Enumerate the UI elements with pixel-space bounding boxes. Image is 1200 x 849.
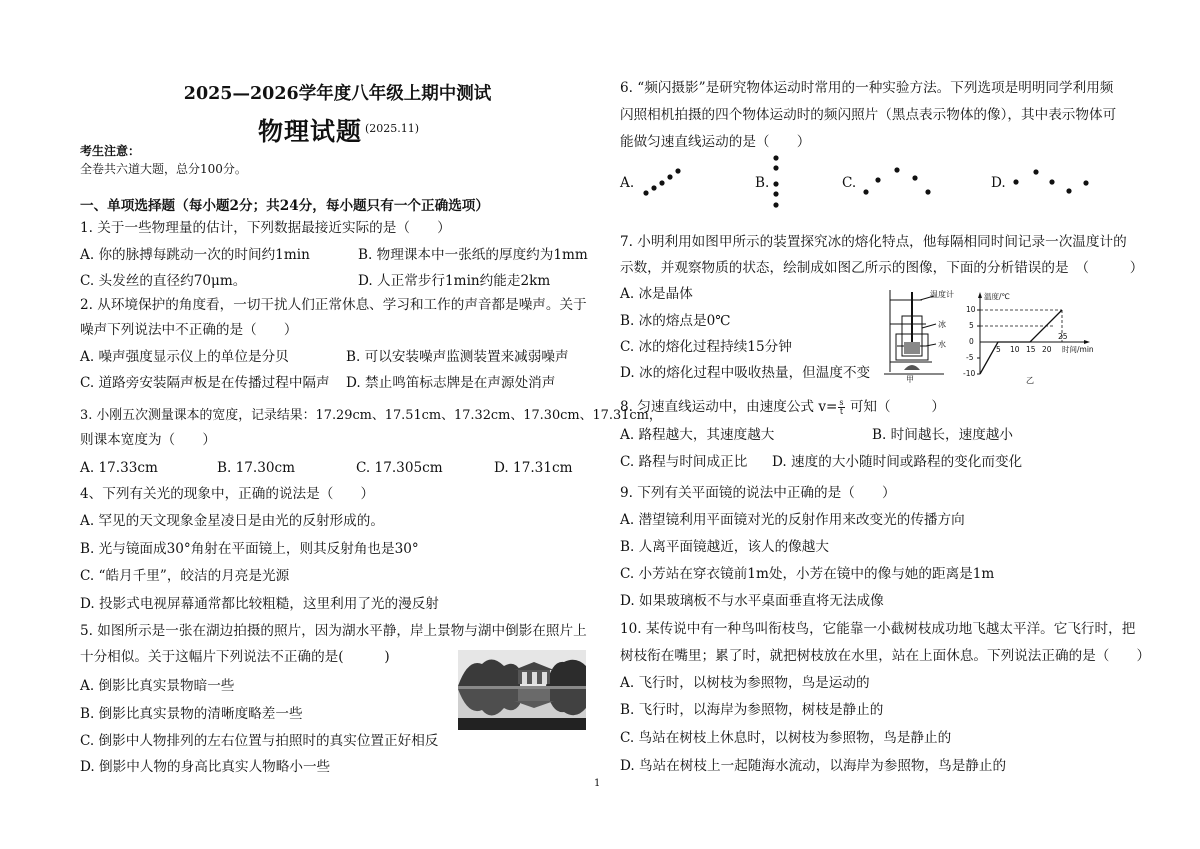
graph-ylabel: 温度/℃ xyxy=(984,292,1010,301)
q6-stem-line1: 6. “频闪摄影”是研究物体运动时常用的一种实验方法。下列选项是明明同学利用频 xyxy=(620,80,1114,96)
q2-option-c: C. 道路旁安装隔声板是在传播过程中隔声 xyxy=(80,375,330,391)
lake-reflection-photo xyxy=(458,650,586,730)
q5-option-b: B. 倒影比真实景物的清晰度略差一些 xyxy=(80,706,303,722)
graph-ytick: 10 xyxy=(966,305,976,314)
velocity-formula-fraction xyxy=(838,399,844,416)
q7-stem-line1: 7. 小明利用如图甲所示的装置探究冰的熔化特点，他每隔相同时间记录一次温度计的 xyxy=(620,234,1127,250)
q6-option-d-label: D. xyxy=(991,175,1006,191)
q10-option-a: A. 飞行时，以树枝为参照物，鸟是运动的 xyxy=(620,675,870,691)
q7-option-b: B. 冰的熔点是0℃ xyxy=(620,313,731,329)
q1-option-d: D. 人正常步行1min约能走2km xyxy=(358,273,551,289)
graph-xtick: 10 xyxy=(1010,345,1020,354)
q6-option-b-label: B. xyxy=(755,175,770,191)
subject-title: 物理试题 xyxy=(258,117,363,146)
q10-stem-line1: 10. 某传说中有一种鸟叫衔枝鸟，它能靠一小截树枝成功地飞越太平洋。它飞行时，把 xyxy=(620,621,1136,637)
ice-melting-apparatus-figure xyxy=(882,286,962,382)
exam-title: 2025—2026学年度八年级上期中测试 xyxy=(183,84,492,104)
q6-stem-line2: 闪照相机拍摄的四个物体运动时的频闪照片（黑点表示物体的像），其中表示物体可 xyxy=(620,107,1117,123)
q4-option-b: B. 光与镜面成30°角射在平面镜上，则其反射角也是30° xyxy=(80,541,419,557)
graph-xtick: 25 xyxy=(1058,332,1068,341)
graph-ytick: 5 xyxy=(969,321,974,330)
q9-stem: 9. 下列有关平面镜的说法中正确的是（ ） xyxy=(620,485,896,501)
q6-option-a-label: A. xyxy=(620,175,635,191)
q3-option-d: D. 17.31cm xyxy=(494,460,573,476)
q10-option-c: C. 鸟站在树枝上休息时，以树枝为参照物，鸟是静止的 xyxy=(620,730,952,746)
q7-option-c: C. 冰的熔化过程持续15分钟 xyxy=(620,339,792,355)
q10-option-b: B. 飞行时，以海岸为参照物，树枝是静止的 xyxy=(620,702,884,718)
fraction-numerator: s xyxy=(839,398,844,407)
q2-option-d: D. 禁止鸣笛标志牌是在声源处消声 xyxy=(346,375,556,391)
q5-option-d: D. 倒影中人物的身高比真实人物略小一些 xyxy=(80,759,331,775)
fig-label-water: 水 xyxy=(938,340,946,349)
exam-date: (2025.11) xyxy=(365,122,420,135)
graph-ytick: -5 xyxy=(966,353,974,362)
q4-option-c: C. “皓月千里”，皎洁的月亮是光源 xyxy=(80,568,290,584)
page-number: 1 xyxy=(594,778,601,789)
fraction-denominator: t xyxy=(839,407,844,416)
q3-stem-line1: 3. 小刚五次测量课本的宽度，记录结果：17.29cm、17.51cm、17.32cm、17.30cm、17.31cm， xyxy=(80,408,662,423)
q5-stem-line1: 5. 如图所示是一张在湖边拍摄的照片，因为湖水平静，岸上景物与湖中倒影在照片上 xyxy=(80,623,587,639)
fig-label-thermometer: 温度计 xyxy=(930,290,954,299)
q9-option-d: D. 如果玻璃板不与水平桌面垂直将无法成像 xyxy=(620,593,884,609)
q8-stem-pre: 8. 匀速直线运动中，由速度公式 v= xyxy=(620,399,838,415)
q6-option-c-label: C. xyxy=(842,175,857,191)
q3-option-c: C. 17.305cm xyxy=(356,460,443,476)
q5-stem-line2: 十分相似。关于这幅片下列说法不正确的是( ) xyxy=(80,649,390,665)
fig-label-yi: 乙 xyxy=(1026,376,1034,385)
q3-option-a: A. 17.33cm xyxy=(80,460,158,476)
q8-option-b: B. 时间越长，速度越小 xyxy=(872,427,1013,443)
graph-xtick: 5 xyxy=(996,345,1001,354)
q8-stem xyxy=(620,398,945,416)
q6-stem-line3: 能做匀速直线运动的是（ ） xyxy=(620,134,811,150)
q5-option-a: A. 倒影比真实景物暗一些 xyxy=(80,678,235,694)
q3-option-b: B. 17.30cm xyxy=(217,460,296,476)
graph-xlabel: 时间/min xyxy=(1062,345,1094,354)
q8-option-d: D. 速度的大小随时间或路程的变化而变化 xyxy=(772,454,1023,470)
temperature-time-graph xyxy=(962,290,1092,380)
q6-option-c-dots xyxy=(860,162,940,198)
q8-option-c: C. 路程与时间成正比 xyxy=(620,454,748,470)
graph-ytick: -10 xyxy=(963,369,976,378)
q2-option-a: A. 噪声强度显示仪上的单位是分贝 xyxy=(80,349,289,365)
q2-stem-line1: 2. 从环境保护的角度看，一切干扰人们正常休息、学习和工作的声音都是噪声。关于 xyxy=(80,297,587,313)
q2-stem-line2: 噪声下列说法中不正确的是（ ） xyxy=(80,322,298,338)
q3-stem-line2: 则课本宽度为（ ） xyxy=(80,432,216,448)
q7-stem-line2: 示数，并观察物质的状态，绘制成如图乙所示的图像，下面的分析错误的是 （ ） xyxy=(620,260,1144,276)
q1-option-b: B. 物理课本中一张纸的厚度约为1mm xyxy=(358,247,588,263)
q1-option-a: A. 你的脉搏每跳动一次的时间约1min xyxy=(80,247,310,263)
graph-ytick: 0 xyxy=(969,337,974,346)
section1-heading: 一、单项选择题（每小题2分；共24分，每小题只有一个正确选项） xyxy=(80,198,489,214)
q9-option-b: B. 人离平面镜越近，该人的像越大 xyxy=(620,539,829,555)
q1-stem: 1. 关于一些物理量的估计，下列数据最接近实际的是（ ） xyxy=(80,220,451,236)
q9-option-a: A. 潜望镜利用平面镜对光的反射作用来改变光的传播方向 xyxy=(620,512,965,528)
q10-stem-line2: 树枝衔在嘴里；累了时，就把树枝放在水里，站在上面休息。下列说法正确的是（ ） xyxy=(620,648,1151,664)
q4-stem: 4、下列有关光的现象中，正确的说法是（ ） xyxy=(80,486,375,502)
q5-option-c: C. 倒影中人物排列的左右位置与拍照时的真实位置正好相反 xyxy=(80,733,439,749)
fig-label-ice: 冰 xyxy=(938,320,946,329)
q6-option-a-dots xyxy=(640,160,690,200)
graph-xtick: 15 xyxy=(1026,345,1036,354)
fig-label-jia: 甲 xyxy=(906,375,914,384)
q7-option-d: D. 冰的熔化过程中吸收热量，但温度不变 xyxy=(620,365,871,381)
q1-option-c: C. 头发丝的直径约70μm。 xyxy=(80,273,247,289)
q7-option-a: A. 冰是晶体 xyxy=(620,286,693,302)
q8-option-a: A. 路程越大，其速度越大 xyxy=(620,427,775,443)
q9-option-c: C. 小芳站在穿衣镜前1m处，小芳在镜中的像与她的距离是1m xyxy=(620,566,995,582)
q6-option-d-dots xyxy=(1008,162,1098,198)
notice-text: 全卷共六道大题，总分100分。 xyxy=(80,162,247,176)
q8-stem-post: 可知（ ） xyxy=(845,399,945,415)
q10-option-d: D. 鸟站在树枝上一起随海水流动，以海岸为参照物，鸟是静止的 xyxy=(620,758,1007,774)
graph-xtick: 20 xyxy=(1042,345,1052,354)
q4-option-d: D. 投影式电视屏幕通常都比较粗糙，这里利用了光的漫反射 xyxy=(80,596,439,612)
q2-option-b: B. 可以安装噪声监测装置来减弱噪声 xyxy=(346,349,569,365)
q6-option-b-dots xyxy=(768,154,784,210)
q4-option-a: A. 罕见的天文现象金星凌日是由光的反射形成的。 xyxy=(80,513,384,529)
notice-label: 考生注意： xyxy=(80,144,141,158)
